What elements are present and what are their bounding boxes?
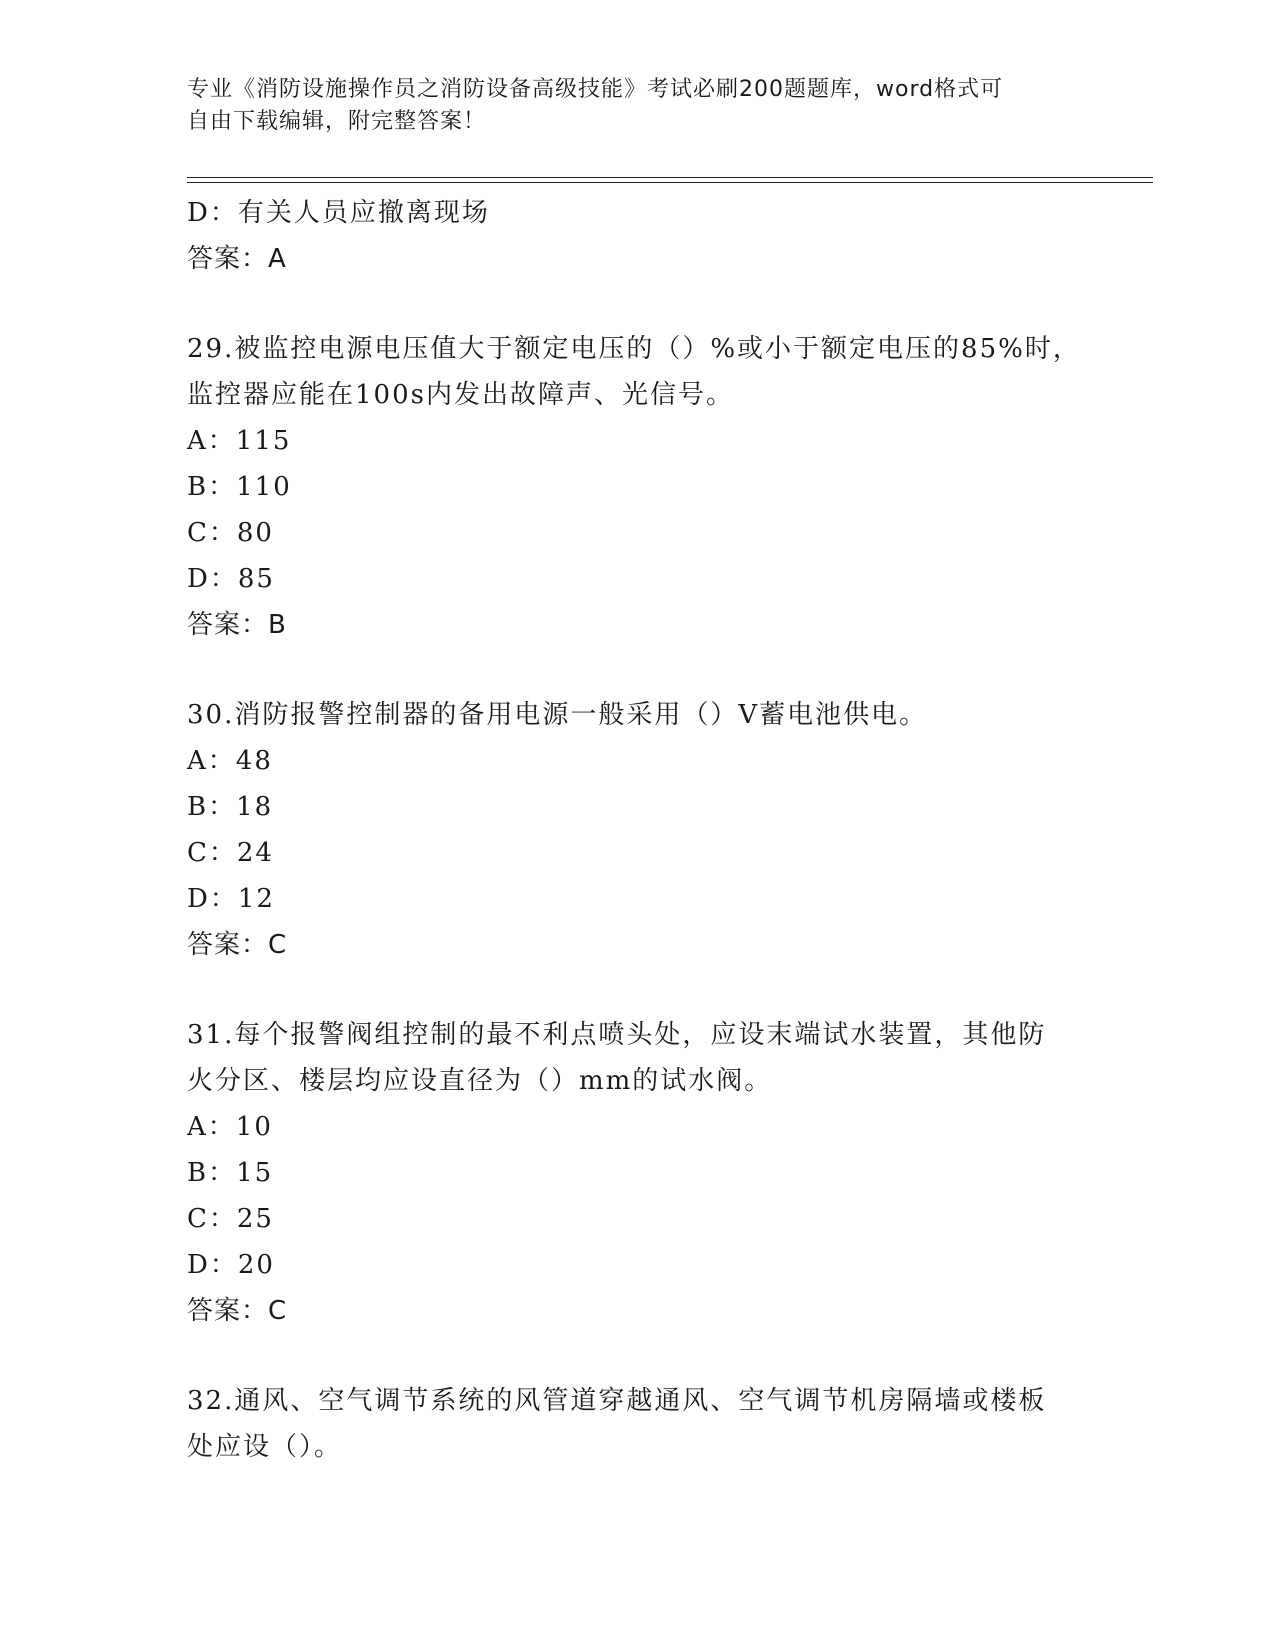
question-30 (187, 692, 1087, 968)
previous-question-tail (187, 190, 1087, 282)
header-line-1: 专业《消防设施操作员之消防设备高级技能》考试必刷200题题库，word格式可 (187, 77, 1004, 102)
question-32 (187, 1378, 1087, 1470)
answer-line: 答案：C (187, 1296, 288, 1326)
option-b: B：110 (187, 472, 292, 502)
header-line-2: 自由下载编辑，附完整答案！ (187, 109, 487, 134)
option-b: B：18 (187, 792, 274, 822)
document-body (187, 190, 1087, 1470)
document-header (187, 74, 1087, 138)
answer-line: 答案：C (187, 930, 288, 960)
option-a: A：115 (187, 426, 292, 456)
option-c: C：25 (187, 1204, 274, 1234)
option-d: D：85 (187, 564, 275, 594)
question-stem-line-2: 处应设（）。 (187, 1432, 343, 1462)
option-d: D：12 (187, 884, 275, 914)
header-divider-top (187, 177, 1153, 178)
header-divider-bottom (187, 182, 1153, 183)
question-stem-line-1: 30.消防报警控制器的备用电源一般采用（）V蓄电池供电。 (187, 700, 928, 730)
question-stem-line-1: 31.每个报警阀组控制的最不利点喷头处，应设末端试水装置，其他防 (187, 1020, 1047, 1050)
option-c: C：24 (187, 838, 274, 868)
option-c: C：80 (187, 518, 274, 548)
answer-line: 答案：B (187, 610, 287, 640)
question-stem-line-1: 29.被监控电源电压值大于额定电压的（）%或小于额定电压的85%时， (187, 334, 1081, 364)
question-stem-line-2: 监控器应能在100s内发出故障声、光信号。 (187, 380, 734, 410)
option-b: B：15 (187, 1158, 274, 1188)
question-stem-line-1: 32.通风、空气调节系统的风管道穿越通风、空气调节机房隔墙或楼板 (187, 1386, 1047, 1416)
question-31 (187, 1012, 1087, 1334)
answer-line: 答案：A (187, 244, 287, 274)
question-stem-line-2: 火分区、楼层均应设直径为（）mm的试水阀。 (187, 1066, 773, 1096)
option-d: D：20 (187, 1250, 275, 1280)
question-29 (187, 326, 1087, 648)
option-a: A：48 (187, 746, 273, 776)
option-a: A：10 (187, 1112, 273, 1142)
option-d: D：有关人员应撤离现场 (187, 198, 490, 228)
